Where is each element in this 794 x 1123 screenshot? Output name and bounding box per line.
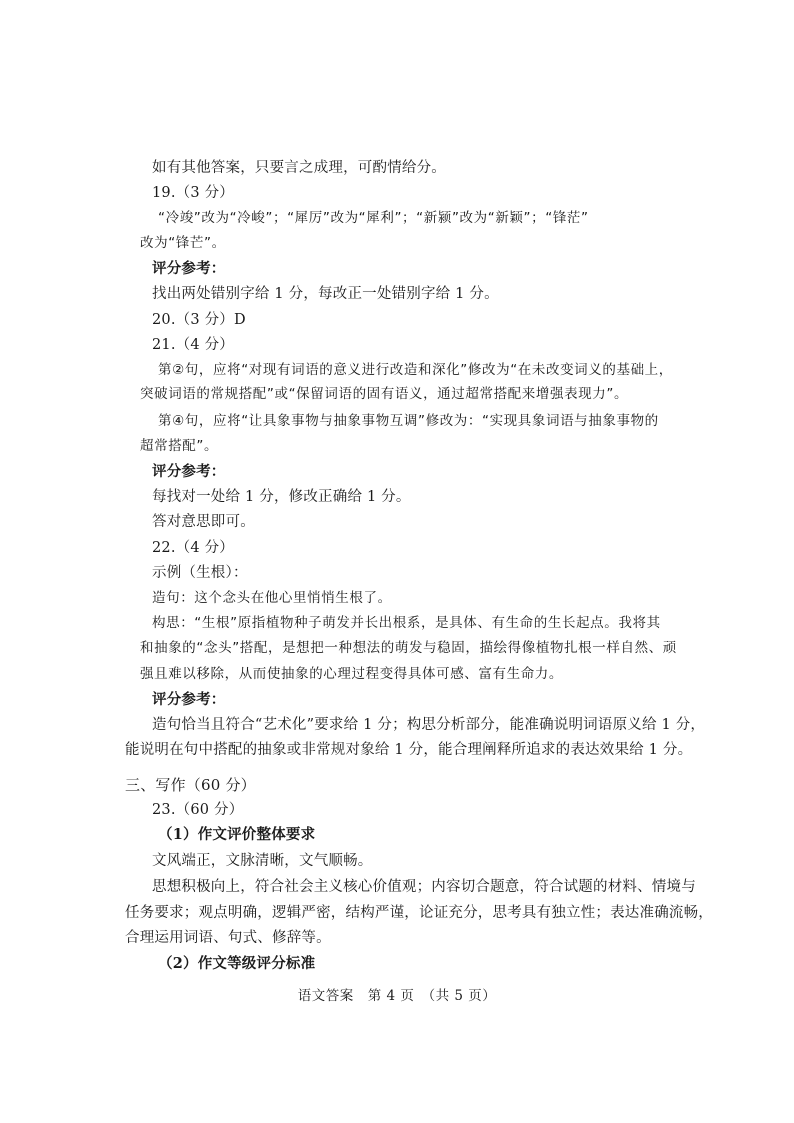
question-number: 19.（3 分） xyxy=(152,185,234,201)
text-line: 示例（生根）： xyxy=(152,565,248,581)
text-line: 任务要求；观点明确，逻辑严密，结构严谨，论证充分，思考具有独立性；表达准确流畅， xyxy=(125,905,713,921)
question-number: 20.（3 分）D xyxy=(152,312,246,328)
text-line: 强且难以移除，从而使抽象的心理过程变得具体可感、富有生命力。 xyxy=(140,666,563,682)
text-line: 每找对一处给 1 分，修改正确给 1 分。 xyxy=(152,489,411,505)
subsection-heading: （1）作文评价整体要求 xyxy=(158,826,316,843)
question-number: 22.（4 分） xyxy=(152,540,234,556)
text-line: “冷竣”改为“冷峻”；“犀厉”改为“犀利”；“新颍”改为“新颖”；“锋茫” xyxy=(158,210,589,226)
text-line: 找出两处错别字给 1 分，每改正一处错别字给 1 分。 xyxy=(152,286,499,302)
text-line: 文风端正，文脉清晰，文气顺畅。 xyxy=(152,853,373,869)
scoring-heading: 评分参考： xyxy=(152,260,226,277)
text-line: 突破词语的常规搭配”或“保留词语的固有语义，通过超常搭配来增强表现力”。 xyxy=(140,386,629,402)
text-line: 造句恰当且符合“艺术化”要求给 1 分；构思分析部分，能准确说明词语原义给 1 分， xyxy=(152,717,706,733)
text-line: 造句：这个念头在他心里悄悄生根了。 xyxy=(152,590,392,606)
text-line: 和抽象的“念头”搭配，是想把一种想法的萌发与稳固，描绘得像植物扎根一样自然、顽 xyxy=(140,640,677,656)
section-heading: 三、写作（60 分） xyxy=(125,776,256,794)
text-line: 合理运用词语、句式、修辞等。 xyxy=(125,930,331,946)
text-line: 如有其他答案，只要言之成理，可酌情给分。 xyxy=(152,160,446,176)
question-number: 21.（4 分） xyxy=(152,337,234,353)
scoring-heading: 评分参考： xyxy=(152,691,226,708)
text-line: 思想积极向上，符合社会主义核心价值观；内容切合题意，符合试题的材料、情境与 xyxy=(152,879,696,895)
subsection-heading: （2）作文等级评分标准 xyxy=(158,955,316,972)
text-line: 第④句，应将“让具象事物与抽象事物互调”修改为：“实现具象词语与抽象事物的 xyxy=(158,413,659,429)
text-line: 第②句，应将“对现有词语的意义进行改造和深化”修改为“在未改变词义的基础上， xyxy=(158,362,673,378)
text-line: 超常搭配”。 xyxy=(140,438,219,454)
text-line: 能说明在句中搭配的抽象或非常规对象给 1 分，能合理阐释所追求的表达效果给 1 分。 xyxy=(125,742,693,758)
scoring-heading: 评分参考： xyxy=(152,463,226,480)
text-line: 答对意思即可。 xyxy=(152,514,255,530)
text-line: 改为“锋芒”。 xyxy=(140,235,226,251)
question-number: 23.（60 分） xyxy=(152,802,244,818)
text-line: 构思：“生根”原指植物种子萌发并长出根系，是具体、有生命的生长起点。我将其 xyxy=(152,615,661,631)
page-footer: 语文答案 第 4 页 （共 5 页） xyxy=(297,988,497,1004)
